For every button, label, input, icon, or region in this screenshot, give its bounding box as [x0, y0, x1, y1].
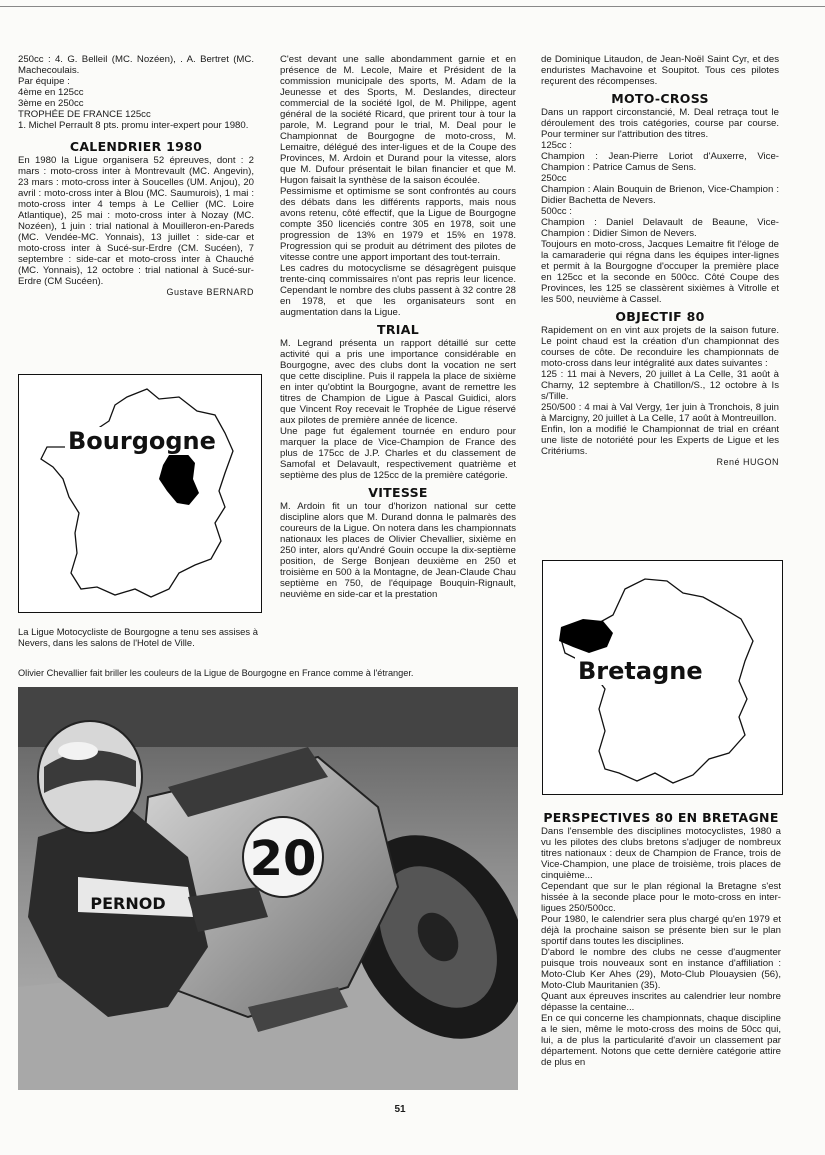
author-signature: Gustave BERNARD: [166, 287, 254, 297]
motocross-paragraph: Toujours en moto-cross, Jacques Lemaitre fit l'éloge de la camaraderie qui régna dans les équipes inter-lignes et permit à la Bourgogne d'occuper la première place en 125cc et la seconde en 500cc. Côté Coupe des Provinces, les 125 se classèrent sixièmes à Vitrolle et les 500, neuvième à Cassel.: [541, 239, 779, 305]
perspectives-paragraph: Cependant que sur le plan régional la Bretagne s'est hissée à la seconde place pour le moto-cross en inter-ligues 250/500cc.: [541, 881, 781, 914]
results-line: 3ème en 250cc: [18, 98, 84, 109]
map-caption: La Ligue Motocycliste de Bourgogne a tenu ses assises à Nevers, dans les salons de l'Hotel de Ville.: [18, 626, 258, 648]
objectif-paragraph: Enfin, lon a modifié le Championnat de trial en créant une liste de notoriété pour les Experts de Ligue et les Critériums.: [541, 424, 779, 457]
motocross-line: Champion : Jean-Pierre Loriot d'Auxerre, Vice-Champion : Patrice Camus de Sens.: [541, 151, 779, 173]
calendrier-text: En 1980 la Ligue organisera 52 épreuves, dont : 2 mars : moto-cross inter à Montrevault (MC. Angevin), 23 mars : moto-cross inter à Soucelles (UM. Anjou), 20 avril : moto-cross inter à Blou (MC. Saumurois), 1 mai : moto-cross inter 4 temps à Le Cellier (MC. Loire Atlantique), 25 mai : moto-cross inter à Nozay (MC. Nozéen), 1 juin : trial national à Mouilleron-en-Pareds (MC. Vendée-MC. Yonnais), 13 juillet : side-car et moto-cross inter à Sucé-sur-Erdre (CM. Sucéen), 7 septembre : side-car et moto-cross inter à Chauché (MC. Yonnais), 12 octobre : trial national à Sucé-sur-Erdre (CM Sucéen).: [18, 155, 254, 287]
objectif-line: 125 : 11 mai à Nevers, 20 juillet à La Celle, 31 août à Charny, 12 septembre à Chatillon/S., 12 octobre à Is s/Tille.: [541, 369, 779, 402]
perspectives-paragraph: Quant aux épreuves inscrites au calendrier leur nombre dépasse la centaine...: [541, 991, 781, 1013]
trial-heading: TRIAL: [377, 322, 419, 337]
article-paragraph: de Dominique Litaudon, de Jean-Noël Saint Cyr, et des enduristes Machavoine et Soupitot. Tous ces pilotes reçurent des récompenses.: [541, 54, 779, 87]
map-label-bourgogne: Bourgogne: [65, 427, 219, 455]
article-intro: C'est devant une salle abondamment garnie et en présence de M. Lecole, Maire et Président de la commission municipale des sports, M. Adam de la Jeunesse et des Sports, M. Deslandes, directeur commercial de la société Igol, de M. Philippe, agent général de la société Ricard, que prirent tour à tour la parole, M. Legrand pour le trial, M. Deal pour le Championnat de Bourgogne de moto-cross, M. Lemaitre, délégué des inter-ligues et de la Coupe des Provinces, M. Ardoin et Durand pour la vitesse, alors que M. Dufour présentait le bilan financier et que M. Hugon faisait la synthèse de la saison écoulée.: [280, 54, 516, 186]
author-signature: René HUGON: [716, 457, 779, 467]
results-line: 1. Michel Perrault 8 pts. promu inter-expert pour 1980.: [18, 120, 249, 131]
results-line: 4ème en 125cc: [18, 87, 84, 98]
motocross-heading: MOTO-CROSS: [611, 91, 709, 106]
top-rule: [0, 6, 825, 7]
photo-caption: Olivier Chevallier fait briller les couleurs de la Ligue de Bourgogne en France comme à l'étranger.: [18, 668, 414, 678]
france-outline: [41, 389, 233, 597]
map-bretagne: [542, 560, 783, 795]
objectif-line: 250/500 : 4 mai à Val Vergy, 1er juin à Tronchois, 8 juin à Marcigny, 20 juillet à La Celle, 17 août à Montreuillon.: [541, 402, 779, 424]
motocross-line: 250cc: [541, 173, 567, 184]
calendrier-heading: CALENDRIER 1980: [69, 139, 203, 154]
trial-paragraph: Une page fut également tournée en enduro pour marquer la place de Vice-Champion de France des plus de 175cc de J.P. Charles et du classement de Samofal et Delavault, respectivement quatrième et septième des plus de 125cc de la première catégorie.: [280, 426, 516, 481]
race-number: 20: [249, 831, 317, 887]
france-map-bourgogne: [19, 375, 261, 612]
motocross-line: Champion : Alain Bouquin de Brienon, Vice-Champion : Didier Bachetta de Nevers.: [541, 184, 779, 206]
vitesse-heading: VITESSE: [368, 485, 428, 500]
motocross-line: 125cc :: [541, 140, 572, 151]
page-number: 51: [394, 1104, 406, 1115]
results-line: Par équipe :: [18, 76, 70, 87]
article-paragraph: Les cadres du motocyclisme se désagrègent puisque trente-cinq commissaires n'ont pas repris leur licence. Cependant le nombre des clubs passent à 32 contre 28 en 1978, et que les organisateurs sont en augmentation dans la Ligue.: [280, 263, 516, 318]
motorcycle-racer-photo: [18, 687, 518, 1090]
objectif-heading: OBJECTIF 80: [615, 309, 705, 324]
racer-illustration: [18, 687, 518, 1090]
objectif-paragraph: Rapidement on en vint aux projets de la saison future. Le point chaud est la création d'un championnat des courses de côte. De reconduire les championnats de moto-cross dans leur intégralité aux dates suivantes :: [541, 325, 779, 369]
perspectives-heading: PERSPECTIVES 80 EN BRETAGNE: [543, 810, 779, 825]
vitesse-paragraph: M. Ardoin fit un tour d'horizon national sur cette discipline alors que M. Durand donna le palmarès des coureurs de la Ligue. On notera dans les championnats nationaux les places de Olivier Chevallier, sixième en 250 inter, alors qu'André Gouin occupe la dix-septième position, de Serge Bonjean deuxième en 250 et troisième en 500 à la Montagne, de Jean-Claude Chau septième en 750, de l'équipage Bouquin-Rignault, neuvième en side-car et la prestation: [280, 501, 516, 600]
motocross-paragraph: Dans un rapport circonstancié, M. Deal retraça tout le déroulement des trois catégories, course par course. Pour terminer sur l'attribution des titres.: [541, 107, 779, 140]
sponsor-text: PERNOD: [90, 894, 166, 913]
perspectives-section: [541, 812, 781, 1068]
motocross-line: Champion : Daniel Delavault de Beaune, Vice-Champion : Didier Simon de Nevers.: [541, 217, 779, 239]
map-label-bretagne: Bretagne: [575, 657, 706, 685]
trial-paragraph: M. Legrand présenta un rapport détaillé sur cette activité qui a pris une importance considérable en Bourgogne, avec des clubs dont la vocation ne sert que cette discipline. Puis il rappela la place de sixième en inter qu'obtint la Bourgogne, avant de remettre les titres de Champion de Ligue à Pascal Guidici, alors que Vincent Roy recevait le Trophée de Ligue réservé aux pilotes de première année de licence.: [280, 338, 516, 426]
article-paragraph: Pessimisme et optimisme se sont confrontés au cours des débats dans les différents rapports, mais nous avons retenu, côté effectif, que la Ligue de Bourgogne compte 350 licenciés contre 305 en 1978, soit une progression de 13% en 1979 et 15% en 1978. Progression qui se produit au détriment des pilotes de vitesse contre une apport important des tout-terrain.: [280, 186, 516, 263]
perspectives-paragraph: En ce qui concerne les championnats, chaque discipline a le sien, même le moto-cross des moins de 50cc qui, lui, a de plus la particularité d'avoir un classement par département. Notons que cette dernière catégorie attire de plus en: [541, 1013, 781, 1068]
column-right: [541, 54, 779, 468]
perspectives-paragraph: D'abord le nombre des clubs ne cesse d'augmenter puisque trois nouveaux sont en instance d'affiliation : Moto-Club Ker Ahes (29), Moto-Club Plouaysien (56), Moto-Club Mauritanien (35).: [541, 947, 781, 991]
column-middle: [280, 54, 516, 600]
perspectives-paragraph: Pour 1980, le calendrier sera plus chargé qu'en 1979 et déjà la prochaine saison se présente bien sur le plan sportif dans toutes les disciplines.: [541, 914, 781, 947]
motocross-line: 500cc :: [541, 206, 572, 217]
column-left: [18, 54, 254, 298]
results-line: 250cc : 4. G. Belleil (MC. Nozéen), . A. Bertret (MC. Machecoulais.: [18, 54, 254, 76]
perspectives-paragraph: Dans l'ensemble des disciplines motocyclistes, 1980 a vu les pilotes des clubs bretons s'adjuger de nombreux titres nationaux : deux de Champion de France, trois de Vice-Champion, une place de troisième, trois places de cinquième...: [541, 826, 781, 881]
map-bourgogne: [18, 374, 262, 613]
results-line: TROPHÉE DE FRANCE 125cc: [18, 109, 151, 120]
